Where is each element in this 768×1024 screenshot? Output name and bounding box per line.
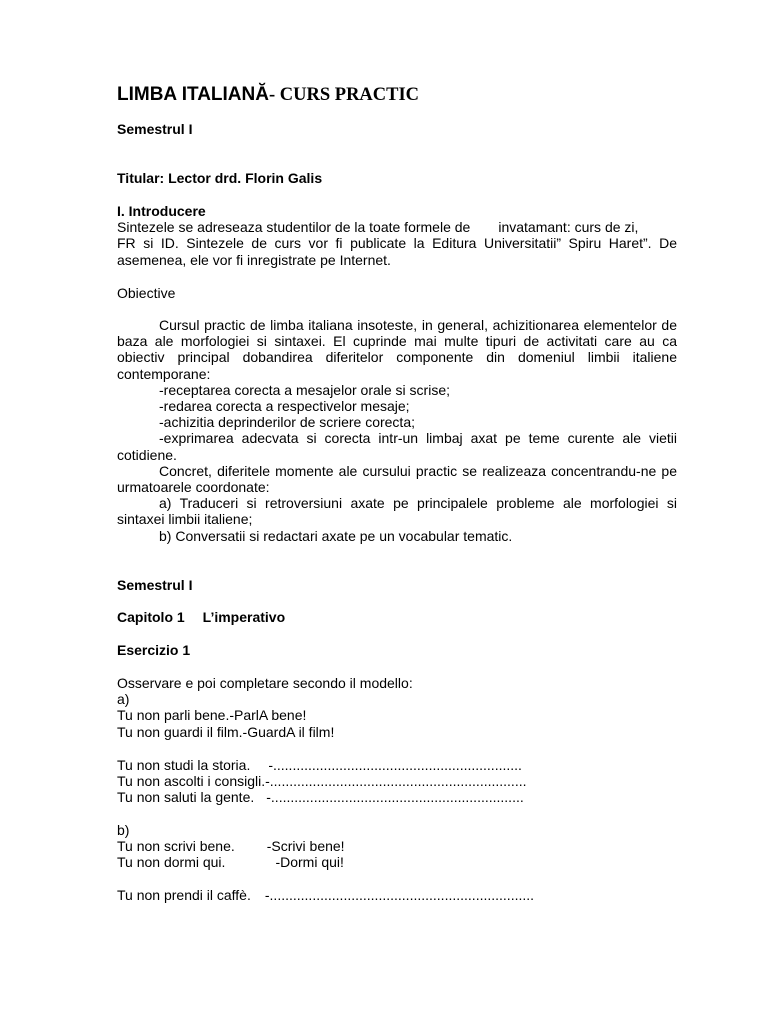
answer-blank: -................................................................. — [266, 789, 524, 806]
introduction-line-end: invatamant: curs de zi, — [498, 219, 639, 236]
part-b-task — [117, 887, 677, 903]
answer-blank: -................................................................ — [268, 757, 522, 773]
task-question: Tu non ascolti i consigli. — [117, 773, 266, 790]
objective-item: -achizitia deprinderilor de scriere corecta; — [159, 414, 415, 431]
objective-item: -receptarea corecta a mesajelor orale si scrise; — [159, 381, 451, 398]
example-answer: -Scrivi bene! — [266, 838, 345, 855]
exercise-heading: Esercizio 1 — [117, 642, 191, 658]
objectives-section — [117, 317, 677, 544]
title-main: LIMBA ITALIANĂ — [117, 84, 269, 105]
chapter-title: L’imperativo — [202, 609, 286, 625]
example-question: Tu non dormi qui. — [117, 854, 226, 871]
exercise-instructions: Osservare e poi completare secondo il modello: — [117, 675, 413, 691]
example-line: Tu non parli bene.-ParlA bene! — [117, 707, 307, 724]
introduction-section — [117, 203, 677, 268]
example-answer: -Dormi qui! — [275, 854, 344, 871]
coordinates-paragraph: Concret, diferitele momente ale cursului practic se realizeaza concentrandu-ne pe urmatoarele coordonate: — [117, 462, 677, 496]
exercise-part-b — [117, 822, 677, 871]
task-question: Tu non studi la storia. — [117, 757, 251, 773]
example-question: Tu non scrivi bene. — [117, 838, 235, 855]
titular-line: Titular: Lector drd. Florin Galis — [117, 170, 323, 186]
task-line — [117, 757, 677, 773]
part-a-label: a) — [117, 691, 130, 708]
objectives-paragraph: Cursul practic de limba italiana insoteste, in general, achizitionarea elementelor de baza ale morfologiei si sintaxei. El cuprinde mai multe tipuri de activitati care au ca obiectiv principal dobandirea diferitelor componente din domeniul limbii italiene contemporane: — [117, 317, 677, 382]
chapter-label: Capitolo 1 — [117, 609, 185, 625]
task-question: Tu non saluti la gente. — [117, 789, 255, 806]
example-line — [117, 854, 677, 870]
task-line — [117, 789, 677, 805]
task-question: Tu non prendi il caffè. — [117, 887, 251, 903]
introduction-line-start: Sintezele se adreseaza studentilor de la toate formele de — [117, 219, 471, 236]
chapter-heading — [117, 609, 677, 625]
exercise-part-a — [117, 675, 677, 740]
coordinate-b: b) Conversatii si redactari axate pe un vocabular tematic. — [159, 527, 513, 544]
introduction-first-line — [117, 219, 677, 235]
objective-item: -exprimarea adecvata si corecta intr-un limbaj axat pe teme curente ale vietii cotidiene. — [117, 430, 677, 463]
part-a-tasks — [117, 757, 677, 806]
objectives-heading: Obiective — [117, 285, 176, 301]
task-line — [117, 773, 677, 789]
introduction-text: FR si ID. Sintezele de curs vor fi publicate la Editura Universitatii” Spiru Haret”. De asemenea, ele vor fi inregistrate pe Internet. — [117, 235, 677, 268]
example-line — [117, 838, 677, 854]
coordinate-a: a) Traduceri si retroversiuni axate pe principalele probleme ale morfologiei si sintaxei limbii italiene; — [117, 495, 677, 528]
title-sub: - CURS PRACTIC — [268, 85, 420, 105]
objective-item: -redarea corecta a respectivelor mesaje; — [159, 398, 410, 415]
answer-blank: -.................................................................. — [265, 773, 527, 790]
semester-heading-2: Semestrul I — [117, 577, 193, 593]
introduction-heading: I. Introducere — [117, 203, 206, 219]
document-title — [117, 84, 419, 106]
part-b-label: b) — [117, 822, 130, 838]
answer-blank: -.................................................................... — [264, 887, 535, 903]
example-line: Tu non guardi il film.-GuardA il film! — [117, 723, 335, 740]
semester-heading: Semestrul I — [117, 121, 193, 137]
